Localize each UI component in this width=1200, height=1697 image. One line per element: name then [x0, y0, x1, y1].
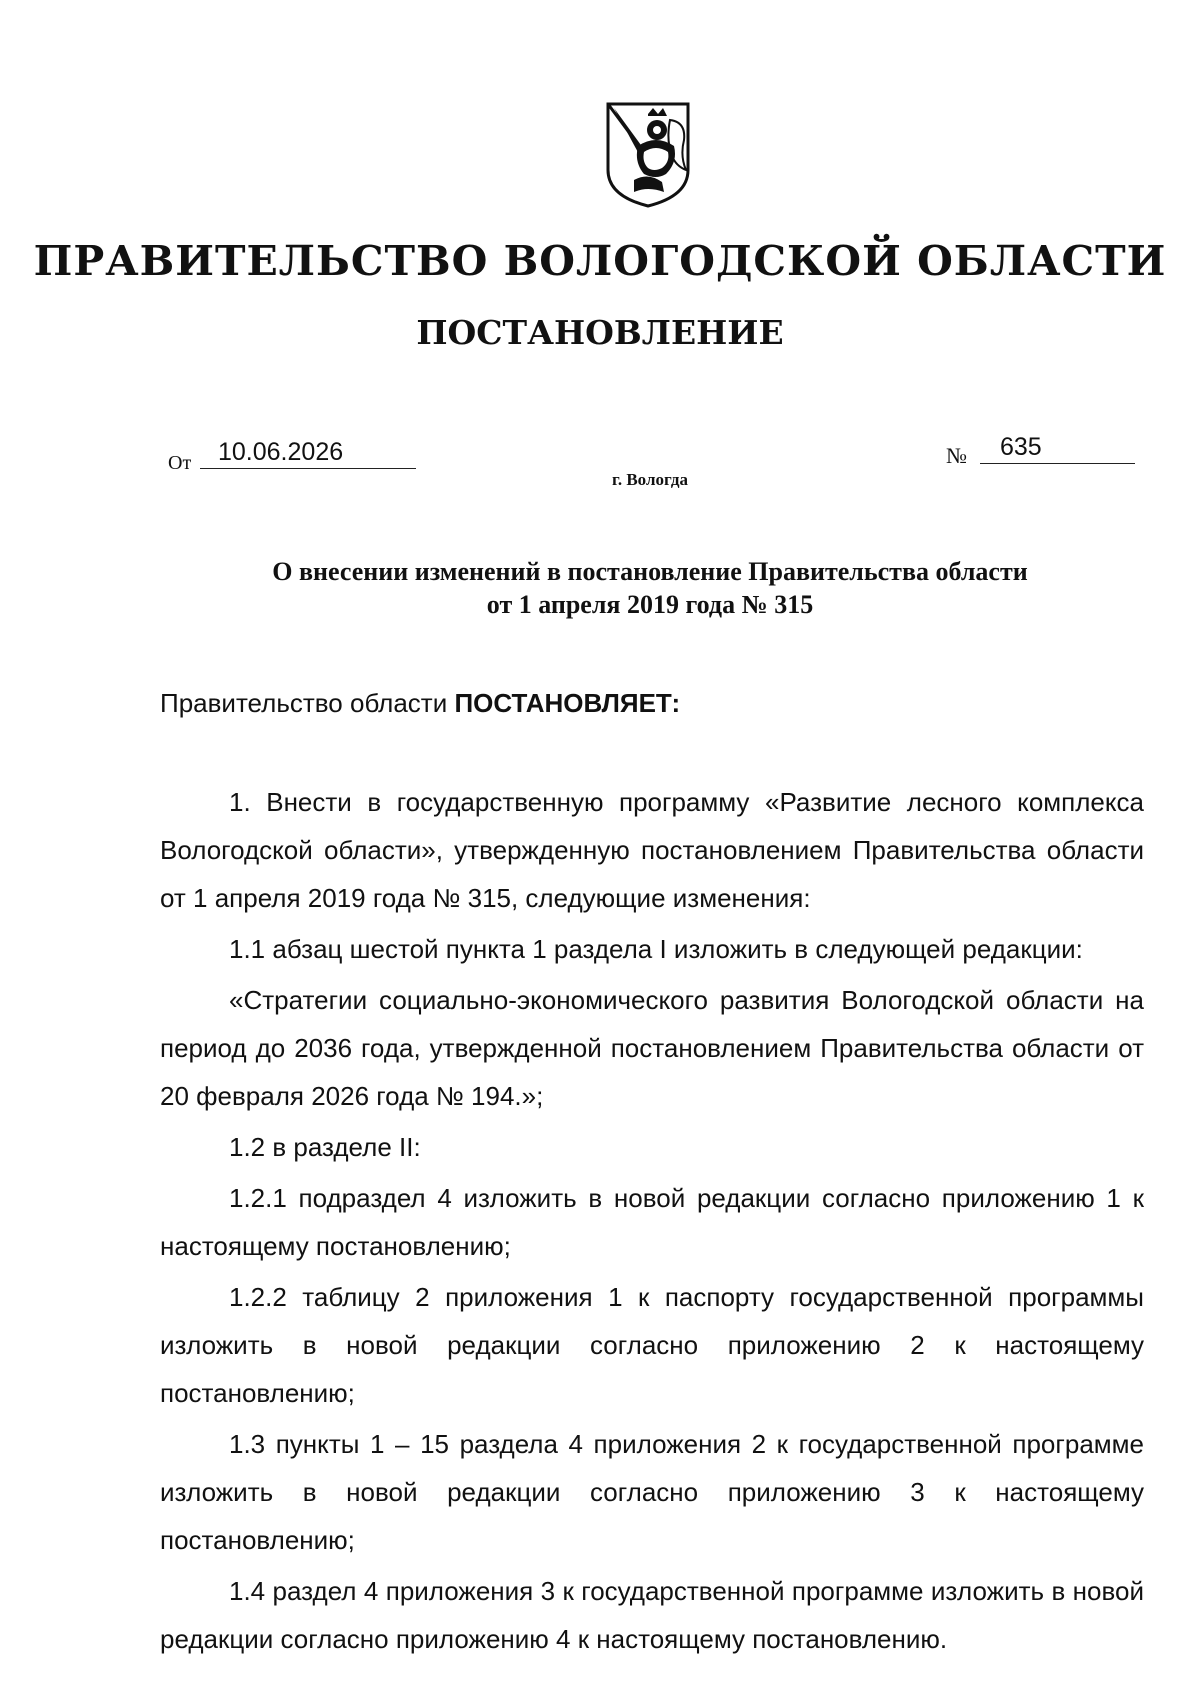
- document-type: ПОСТАНОВЛЕНИЕ: [416, 313, 784, 352]
- document-date: 10.06.2026: [200, 436, 416, 469]
- paragraph-1: 1. Внести в государственную программу «Развитие лесного комплекса Вологодской области», утвержденную постановлением Правительства области от 1 апреля 2019 года № 315, следующие изменения:: [160, 787, 1144, 913]
- subject-line-1: О внесении изменений в постановление Правительства области: [272, 557, 1028, 586]
- number-prefix: №: [946, 443, 967, 468]
- paragraph-1-3: 1.3 пункты 1 – 15 раздела 4 приложения 2 к государственной программе изложить в новой редакции согласно приложению 3 к настоящему постановлению;: [160, 1429, 1144, 1555]
- document-subject: [0, 555, 1200, 621]
- paragraph-1-2-2: 1.2.2 таблицу 2 приложения 1 к паспорту государственной программы изложить в новой редакции согласно приложению 2 к настоящему постановлению;: [160, 1282, 1144, 1408]
- preamble-emphasis: ПОСТАНОВЛЯЕТ:: [454, 688, 681, 718]
- paragraph-1-4: 1.4 раздел 4 приложения 3 к государственной программе изложить в новой редакции согласно приложению 4 к настоящему постановлению.: [160, 1576, 1144, 1654]
- date-prefix: От: [168, 452, 192, 474]
- document-number: 635: [980, 431, 1135, 464]
- city: г. Вологда: [612, 470, 688, 489]
- paragraph-1-2-1: 1.2.1 подраздел 4 изложить в новой редакции согласно приложению 1 к настоящему постановлению;: [160, 1183, 1144, 1261]
- coat-of-arms-icon: [604, 100, 692, 210]
- decree-body: [160, 778, 1144, 1663]
- preamble-text: Правительство области: [160, 688, 455, 718]
- paragraph-1-1: 1.1 абзац шестой пункта 1 раздела I изложить в следующей редакции:: [229, 934, 1083, 964]
- paragraph-1-1-quote: «Стратегии социально-экономического развития Вологодской области на период до 2036 года, утвержденной постановлением Правительства области от 20 февраля 2026 года № 194.»;: [160, 985, 1144, 1111]
- paragraph-1-2: 1.2 в разделе II:: [229, 1132, 421, 1162]
- preamble: [160, 688, 680, 718]
- subject-line-2: от 1 апреля 2019 года № 315: [486, 590, 814, 619]
- government-name: ПРАВИТЕЛЬСТВО ВОЛОГОДСКОЙ ОБЛАСТИ: [33, 237, 1167, 285]
